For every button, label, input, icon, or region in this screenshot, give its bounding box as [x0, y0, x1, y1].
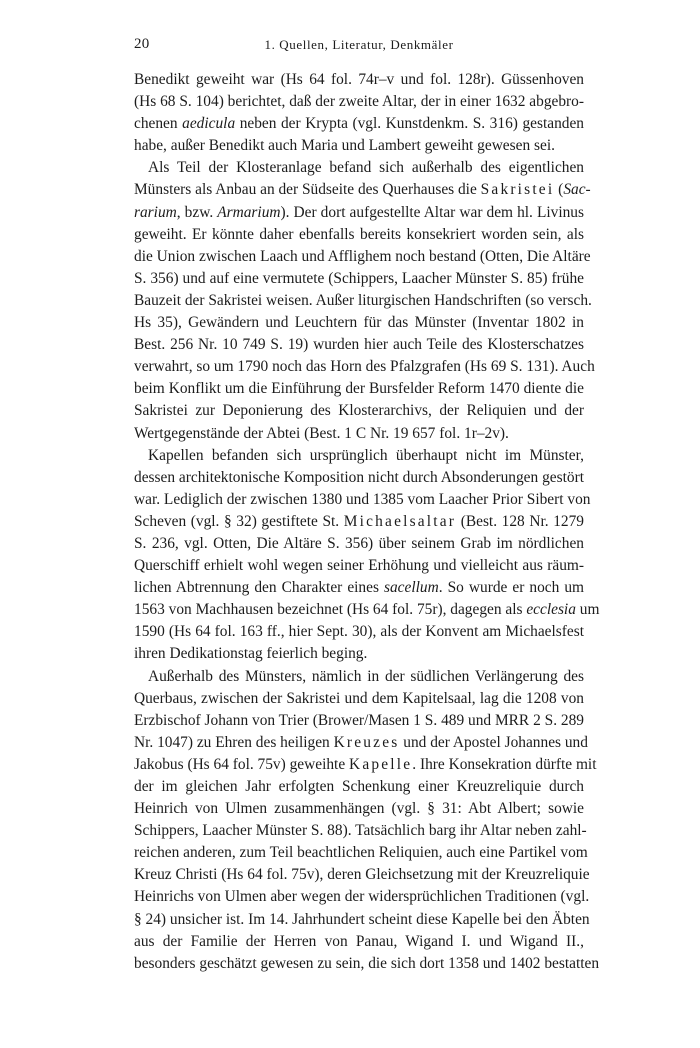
text-run: ihren Dedikationstag feierlich beging.	[134, 645, 368, 663]
text-line	[134, 423, 584, 445]
text-run: Best. 256 Nr. 10 749 S. 19) wurden hier auch Teile des Klosterschatzes	[134, 336, 584, 354]
body-text	[134, 69, 600, 975]
italic-term: ecclesia	[526, 601, 576, 619]
text-line	[134, 246, 591, 268]
text-line	[134, 577, 584, 599]
text-run: ). Der dort aufgestellte Altar war dem hl. Livinus	[280, 203, 584, 221]
text-line	[134, 909, 590, 931]
text-run: Wertgegenstände der Abtei (Best. 1 C Nr. 19 657 fol. 1r–2v).	[134, 424, 509, 442]
text-run: Sakristei zur Deponierung des Klosterarchivs, der Reliquien und der	[134, 402, 584, 420]
text-line	[134, 179, 591, 201]
text-run: Schippers, Laacher Münster S. 88). Tatsächlich barg ihr Altar neben zahl-	[134, 822, 587, 840]
text-line	[134, 754, 597, 776]
text-run: besonders geschätzt gewesen zu sein, die sich dort 1358 und 1402 bestatten	[134, 954, 600, 972]
text-run: Als Teil der Klosteranlage befand sich außerhalb des eigentlichen	[148, 159, 584, 177]
text-line	[134, 157, 584, 179]
italic-term: Sac-	[563, 181, 591, 199]
text-line	[134, 643, 584, 665]
text-line	[134, 688, 584, 710]
text-run: § 24) unsicher ist. Im 14. Jahrhundert scheint diese Kapelle bei den Äbten	[134, 910, 590, 928]
text-run: um	[575, 601, 600, 619]
text-run: . So wurde er noch um	[438, 579, 584, 597]
text-run: Kapellen befanden sich ursprünglich überhaupt nicht im Münster,	[148, 446, 584, 464]
page-header	[134, 36, 584, 56]
text-run: der im gleichen Jahr erfolgten Schenkung einer Kreuzreliquie durch	[134, 778, 584, 795]
spaced-term: Kapelle	[349, 755, 413, 773]
text-run: . Ihre Konsekration dürfte mit	[412, 755, 597, 773]
text-run: Hs 35), Gewändern und Leuchtern für das Münster (Inventar 1802 in	[134, 314, 584, 332]
text-run: aus der Familie der Herren von Panau, Wigand I. und Wigand II.,	[134, 932, 584, 950]
text-line	[134, 732, 588, 754]
text-run: Querschiff erhielt wohl wegen seiner Erhöhung und vielleicht aus räum-	[134, 557, 584, 575]
text-run: neben der Krypta (vgl. Kunstdenkm. S. 316) gestanden	[235, 115, 584, 133]
text-run: 1563 von Machhausen bezeichnet (Hs 64 fol. 75r), dagegen als	[134, 601, 527, 619]
text-line	[134, 135, 584, 157]
italic-term: rarium	[134, 203, 177, 221]
text-run: (Best. 128 Nr. 1279	[456, 512, 584, 530]
italic-term: Armarium	[217, 203, 281, 221]
text-run: S. 236, vgl. Otten, Die Altäre S. 356) über seinem Grab im nördlichen	[134, 534, 584, 552]
text-run: Erzbischof Johann von Trier (Brower/Masen 1 S. 489 und MRR 2 S. 289	[134, 711, 584, 729]
text-line	[134, 842, 588, 864]
text-run: 1590 (Hs 64 fol. 163 ff., hier Sept. 30), als der Konvent am Michaelsfest	[134, 623, 584, 641]
text-line	[134, 776, 584, 798]
text-line	[134, 953, 600, 975]
text-run: , bzw.	[176, 203, 218, 221]
text-line	[134, 378, 584, 400]
text-line	[134, 820, 587, 842]
text-run: Kreuz Christi (Hs 64 fol. 75v), deren Gleichsetzung mit der Kreuzreliquie	[134, 866, 590, 884]
text-run: Scheven (vgl. § 32) gestiftete St.	[134, 512, 344, 530]
text-run: Münsters als Anbau an der Südseite des Querhauses die	[134, 181, 481, 199]
text-run: Heinrich von Ulmen zusammenhängen (vgl. § 31: Abt Albert; sowie	[134, 800, 584, 818]
text-line	[134, 334, 584, 356]
text-line	[134, 268, 584, 290]
text-run: Benedikt geweiht war (Hs 64 fol. 74r–v und fol. 128r). Güssenhoven	[134, 71, 584, 88]
text-line	[134, 931, 584, 953]
text-line	[134, 91, 584, 113]
text-line	[134, 113, 584, 135]
text-run: (Hs 68 S. 104) berichtet, daß der zweite Altar, der in einer 1632 abgebro-	[134, 93, 584, 111]
text-run: dessen architektonische Komposition nicht durch Absonderungen gestört	[134, 468, 584, 486]
spaced-term: Kreuzes	[333, 733, 400, 751]
text-run: habe, außer Benedikt auch Maria und Lambert geweiht gewesen sei.	[134, 137, 555, 155]
italic-term: sacellum	[383, 579, 439, 597]
page-number: 20	[134, 36, 150, 52]
text-run: lichen Abtrennung den Charakter eines	[134, 579, 384, 597]
text-line	[134, 886, 590, 908]
text-run: verwahrt, so um 1790 noch das Horn des Pfalzgrafen (Hs 69 S. 131). Auch	[134, 358, 595, 376]
spaced-term: Michaelsaltar	[343, 512, 457, 530]
text-run: Jakobus (Hs 64 fol. 75v) geweihte	[134, 755, 350, 773]
text-run: war. Lediglich der zwischen 1380 und 1385 vom Laacher Prior Sibert von	[134, 490, 591, 508]
text-line	[134, 356, 595, 378]
text-line	[134, 467, 584, 489]
text-line	[134, 290, 592, 312]
text-line	[134, 798, 584, 820]
text-line	[134, 312, 584, 334]
text-line	[134, 710, 584, 732]
text-line	[134, 202, 584, 224]
text-line	[134, 533, 584, 555]
text-run: beim Konflikt um die Einführung der Bursfelder Reform 1470 diente die	[134, 380, 584, 398]
text-line	[134, 555, 584, 577]
text-run: Außerhalb des Münsters, nämlich in der südlichen Verlängerung des	[148, 667, 584, 685]
running-head: 1. Quellen, Literatur, Denkmäler	[264, 37, 454, 52]
text-run: chenen	[134, 115, 183, 133]
text-run: reichen anderen, zum Teil beachtlichen Reliquien, auch eine Partikel vom	[134, 844, 588, 862]
text-line	[134, 69, 584, 91]
text-line	[134, 621, 584, 643]
text-line	[134, 489, 591, 511]
spaced-term: Sakristei	[480, 181, 555, 199]
text-line	[134, 599, 600, 621]
text-run: Nr. 1047) zu Ehren des heiligen	[134, 733, 334, 751]
text-run: Bauzeit der Sakristei weisen. Außer liturgischen Handschriften (so versch.	[134, 291, 592, 309]
text-run: geweiht. Er könnte daher ebenfalls bereits konsekriert worden sein, als	[134, 225, 584, 243]
italic-term: aedicula	[182, 115, 236, 133]
text-run: S. 356) und auf eine vermutete (Schippers, Laacher Münster S. 85) frühe	[134, 269, 584, 287]
text-line	[134, 445, 584, 467]
text-line	[134, 400, 584, 422]
text-line	[134, 864, 590, 886]
text-line	[134, 224, 584, 246]
text-run: die Union zwischen Laach und Afflighem noch bestand (Otten, Die Altäre	[134, 247, 591, 265]
text-run: Querbaus, zwischen der Sakristei und dem Kapitelsaal, lag die 1208 von	[134, 689, 584, 707]
text-run: Heinrichs von Ulmen aber wegen der widersprüchlichen Traditionen (vgl.	[134, 888, 590, 906]
text-run: (	[554, 181, 564, 199]
text-line	[134, 511, 584, 533]
text-run: und der Apostel Johannes und	[399, 733, 588, 751]
text-line	[134, 666, 584, 688]
